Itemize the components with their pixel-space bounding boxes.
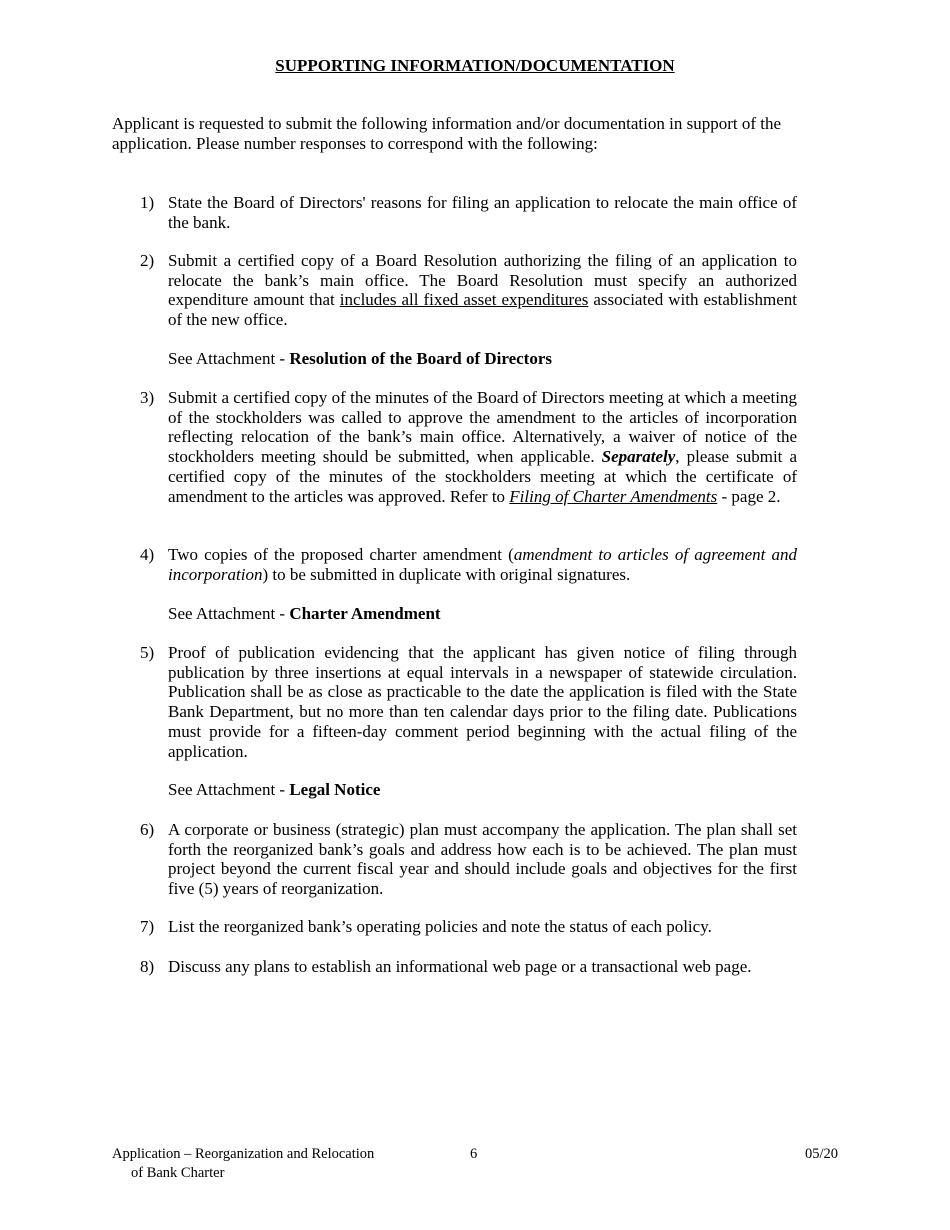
see-attachment-resolution: See Attachment - Resolution of the Board of Directors — [168, 349, 553, 368]
item-text: A corporate or business (strategic) plan must accompany the application. The plan shall set forth the reorganized bank’s goals and address how each is to be achieved. The plan must project beyond the current fiscal year and should include goals and objectives for the first five (5) years of reorganization. — [168, 820, 797, 899]
item-number: 3) — [140, 388, 155, 407]
item-text: List the reorganized bank’s operating policies and note the status of each policy. — [168, 917, 712, 936]
item-number: 4) — [140, 545, 155, 564]
underlined-phrase: includes all fixed asset expenditures — [339, 290, 589, 310]
item-text: State the Board of Directors' reasons for filing an application to relocate the main office of the bank. — [168, 193, 797, 232]
italic-phrase: amendment to articles of agreement and incorporation — [168, 545, 797, 584]
list-item-6 — [140, 820, 797, 899]
attachment-name: Charter Amendment — [289, 604, 441, 623]
item-number: 2) — [140, 251, 155, 270]
list-item-8 — [140, 957, 797, 977]
list-item-5 — [140, 643, 797, 761]
item-number: 1) — [140, 193, 155, 212]
list-item-3 — [140, 388, 797, 506]
list-item-2 — [140, 251, 797, 330]
item-number: 5) — [140, 643, 155, 662]
item-text: Two copies of the proposed charter amendment (amendment to articles of agreement and incorporation) to be submitted in duplicate with original signatures. — [168, 545, 797, 584]
emphasis-separately: Separately — [601, 447, 676, 467]
see-attachment-legal-notice: See Attachment - Legal Notice — [168, 780, 381, 799]
item-text: Discuss any plans to establish an informational web page or a transactional web page. — [168, 957, 752, 976]
see-attachment-charter-amendment: See Attachment - Charter Amendment — [168, 604, 441, 623]
list-item-7 — [140, 917, 797, 937]
item-number: 7) — [140, 917, 155, 936]
footer-date: 05/20 — [804, 1146, 838, 1162]
list-item-1 — [140, 193, 797, 232]
footer-page-number: 6 — [470, 1146, 478, 1162]
item-text: Proof of publication evidencing that the applicant has given notice of filing through publication by three insertions at equal intervals in a newspaper of statewide circulation. Publication shall be as close as practicable to the date the application is filed with the State Bank Department, but no more than ten calendar days prior to the filing date. Publications must provide for a fifteen-day comment period beginning with the actual filing of the application. — [168, 643, 797, 761]
item-text: Submit a certified copy of a Board Resolution authorizing the filing of an application to relocate the bank’s main office. The Board Resolution must specify an authorized expenditure amount that includes all fixed asset expenditures associated with establishment of the new office. — [168, 251, 797, 330]
item-number: 8) — [140, 957, 155, 976]
attachment-name: Legal Notice — [289, 780, 381, 799]
footer-document-title: Application – Reorganization and Relocation of Bank Charter — [112, 1146, 375, 1181]
item-number: 6) — [140, 820, 155, 839]
attachment-name: Resolution of the Board of Directors — [289, 349, 553, 368]
list-item-4 — [140, 545, 797, 584]
page-title: SUPPORTING INFORMATION/DOCUMENTATION — [275, 56, 675, 75]
item-text: Submit a certified copy of the minutes of the Board of Directors meeting at which a meeting of the stockholders was called to approve the amendment to the articles of incorporation reflecting relocation of the bank’s main office. Alternatively, a waiver of notice of the stockholders meeting should be submitted, when applicable. Separately, please submit a certified copy of the minutes of the stockholders meeting at which the certificate of amendment to the articles was approved. Refer to Filing of Charter Amendments - page 2. — [168, 388, 797, 506]
filing-of-charter-amendments-reference: Filing of Charter Amendments — [509, 486, 718, 506]
intro-paragraph: Applicant is requested to submit the following information and/or documentation in support of the application. Please number responses to correspond with the following: — [112, 114, 782, 153]
